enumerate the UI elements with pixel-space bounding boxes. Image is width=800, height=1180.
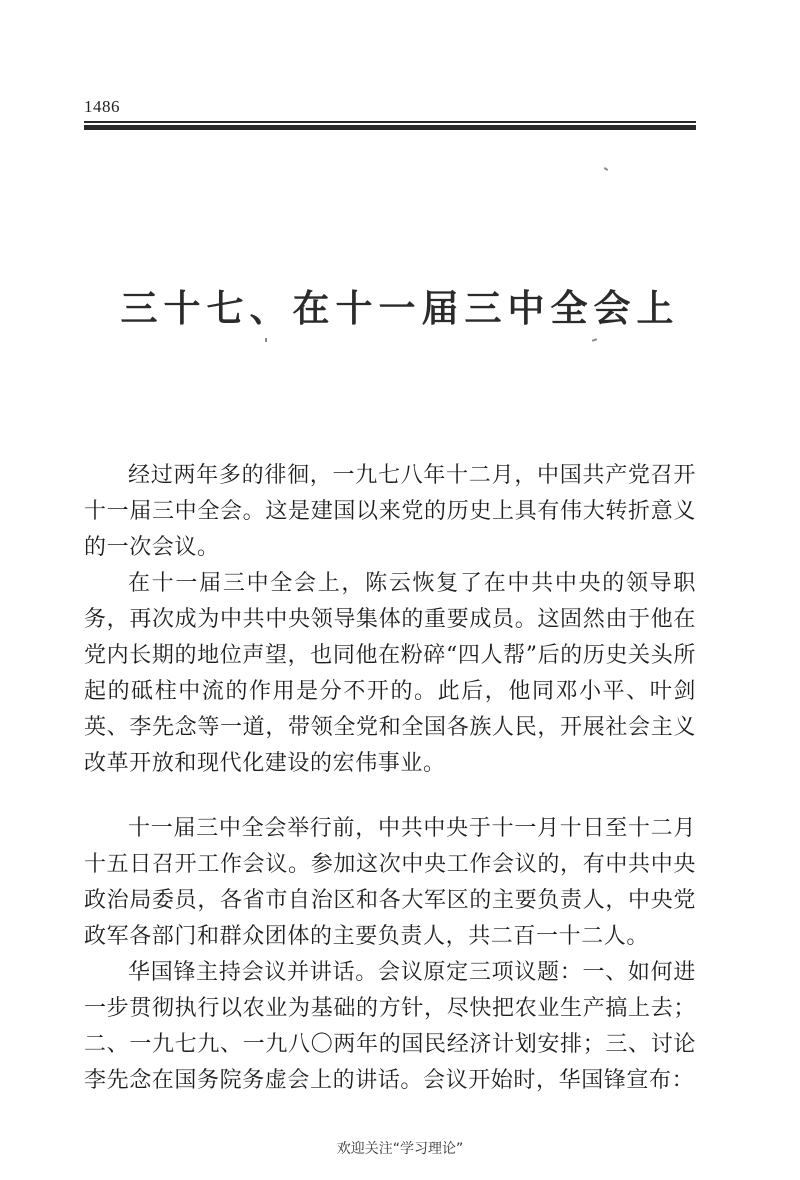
paragraph: 十一届三中全会举行前，中共中央于十一月十日至十二月十五日召开工作会议。参加这次中央工作会议的，有中共中央政治局委员，各省市自治区和各大军区的主要负责人，中央党政军各部门和群众团体的主要负责人，共二百一十二人。 xyxy=(84,816,696,949)
body-section-2 xyxy=(84,811,696,1099)
header-rule-thick xyxy=(84,125,696,130)
footer-note: 欢迎关注“学习理论” xyxy=(336,1141,464,1157)
header-rule-thin xyxy=(84,121,696,123)
paragraph: 在十一届三中全会上，陈云恢复了在中共中央的领导职务，再次成为中共中央领导集体的重要成员。这固然由于他在党内长期的地位声望，也同他在粉碎“四人帮”后的历史关头所起的砥柱中流的作用是分不开的。此后，他同邓小平、叶剑英、李先念等一道，带领全党和全国各族人民，开展社会主义改革开放和现代化建设的宏伟事业。 xyxy=(84,571,696,776)
paragraph: 华国锋主持会议并讲话。会议原定三项议题：一、如何进一步贯彻执行以农业为基础的方针，尽快把农业生产搞上去；二、一九七九、一九八〇两年的国民经济计划安排；三、讨论李先念在国务院务虚会上的讲话。会议开始时，华国锋宣布： xyxy=(84,960,696,1093)
scan-speck xyxy=(604,167,608,171)
scan-speck xyxy=(265,338,267,342)
page-number: 1486 xyxy=(84,97,120,116)
paragraph: 经过两年多的徘徊，一九七八年十二月，中国共产党召开十一届三中全会。这是建国以来党的历史上具有伟大转折意义的一次会议。 xyxy=(84,463,696,560)
scan-speck xyxy=(592,338,597,342)
body-section-1 xyxy=(84,458,696,782)
chapter-title: 三十七、在十一届三中全会上 xyxy=(120,287,680,330)
